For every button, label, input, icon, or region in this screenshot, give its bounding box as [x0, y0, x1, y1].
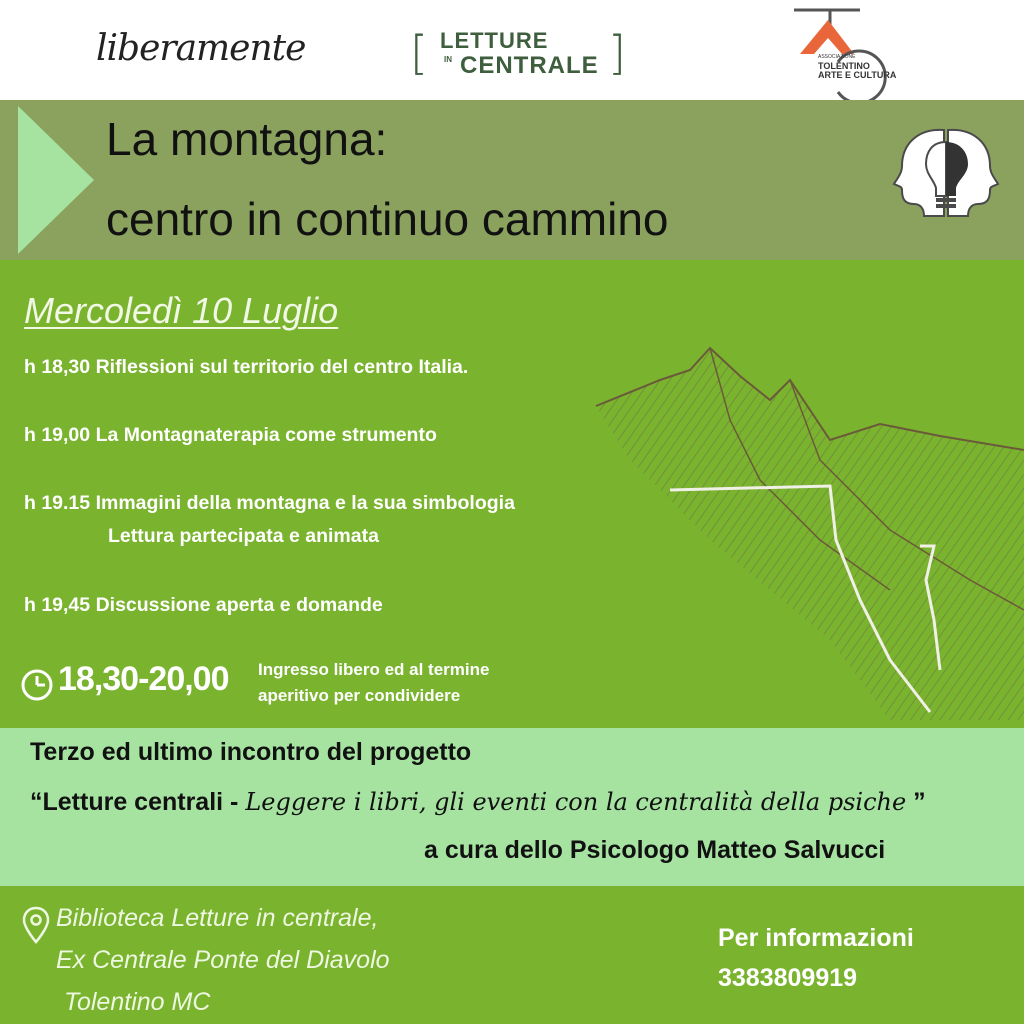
- bracket-right: ]: [608, 26, 626, 80]
- page-title-line2: centro in continuo cammino: [106, 193, 669, 245]
- schedule-time: h 19.15: [24, 492, 91, 514]
- logo-letture-in: IN: [444, 55, 452, 64]
- address-line3: Tolentino MC: [64, 988, 211, 1016]
- schedule-text: La Montagnaterapia come strumento: [95, 424, 437, 446]
- event-date: Mercoledì 10 Luglio: [24, 290, 339, 331]
- schedule-text: Riflessioni sul territorio del centro Italia.: [95, 356, 469, 378]
- page-title-line1: La montagna:: [106, 113, 388, 165]
- schedule-text: Immagini della montagna e la sua simbologia: [95, 492, 515, 514]
- schedule-subtext: Lettura partecipata e animata: [108, 525, 379, 547]
- schedule-time: h 18,30: [24, 356, 91, 378]
- schedule-item: [24, 424, 437, 447]
- phone-number[interactable]: 3383809919: [718, 964, 858, 992]
- project-line1: Terzo ed ultimo incontro del progetto: [30, 738, 472, 766]
- project-line2: “Letture centrali - Leggere i libri, gli eventi con la centralità della psiche ”: [30, 788, 926, 816]
- address-line1: Biblioteca Letture in centrale,: [56, 904, 379, 932]
- bracket-left: [: [410, 26, 428, 80]
- schedule-time: h 19,00: [24, 424, 91, 446]
- address-line2: Ex Centrale Ponte del Diavolo: [56, 946, 390, 974]
- liberamente-logo: liberamente: [96, 28, 306, 69]
- mountain-illustration: [590, 340, 1024, 720]
- logo-letture-line1: LETTURE: [440, 28, 549, 53]
- logo-letture-line2: CENTRALE: [460, 52, 599, 79]
- schedule-item: [24, 492, 515, 548]
- play-arrow-icon: [18, 106, 96, 256]
- schedule-item: [24, 356, 468, 379]
- psychology-heads-bulb-icon: [888, 124, 1004, 224]
- schedule-item: [24, 594, 383, 617]
- project-curator: a cura dello Psicologo Matteo Salvucci: [424, 836, 886, 864]
- clock-icon: [20, 668, 54, 702]
- letture-in-centrale-logo: [410, 22, 625, 82]
- info-label: Per informazioni: [718, 924, 914, 952]
- tac-logo-text: ASSOCIAZIONE TOLENTINO ARTE E CULTURA: [818, 54, 897, 80]
- location-pin-icon: [22, 906, 50, 944]
- schedule-time: h 19,45: [24, 594, 91, 616]
- admission-note: Ingresso libero ed al termine aperitivo per condividere: [258, 660, 490, 705]
- event-hours: 18,30-20,00: [58, 660, 229, 698]
- schedule-text: Discussione aperta e domande: [95, 594, 383, 616]
